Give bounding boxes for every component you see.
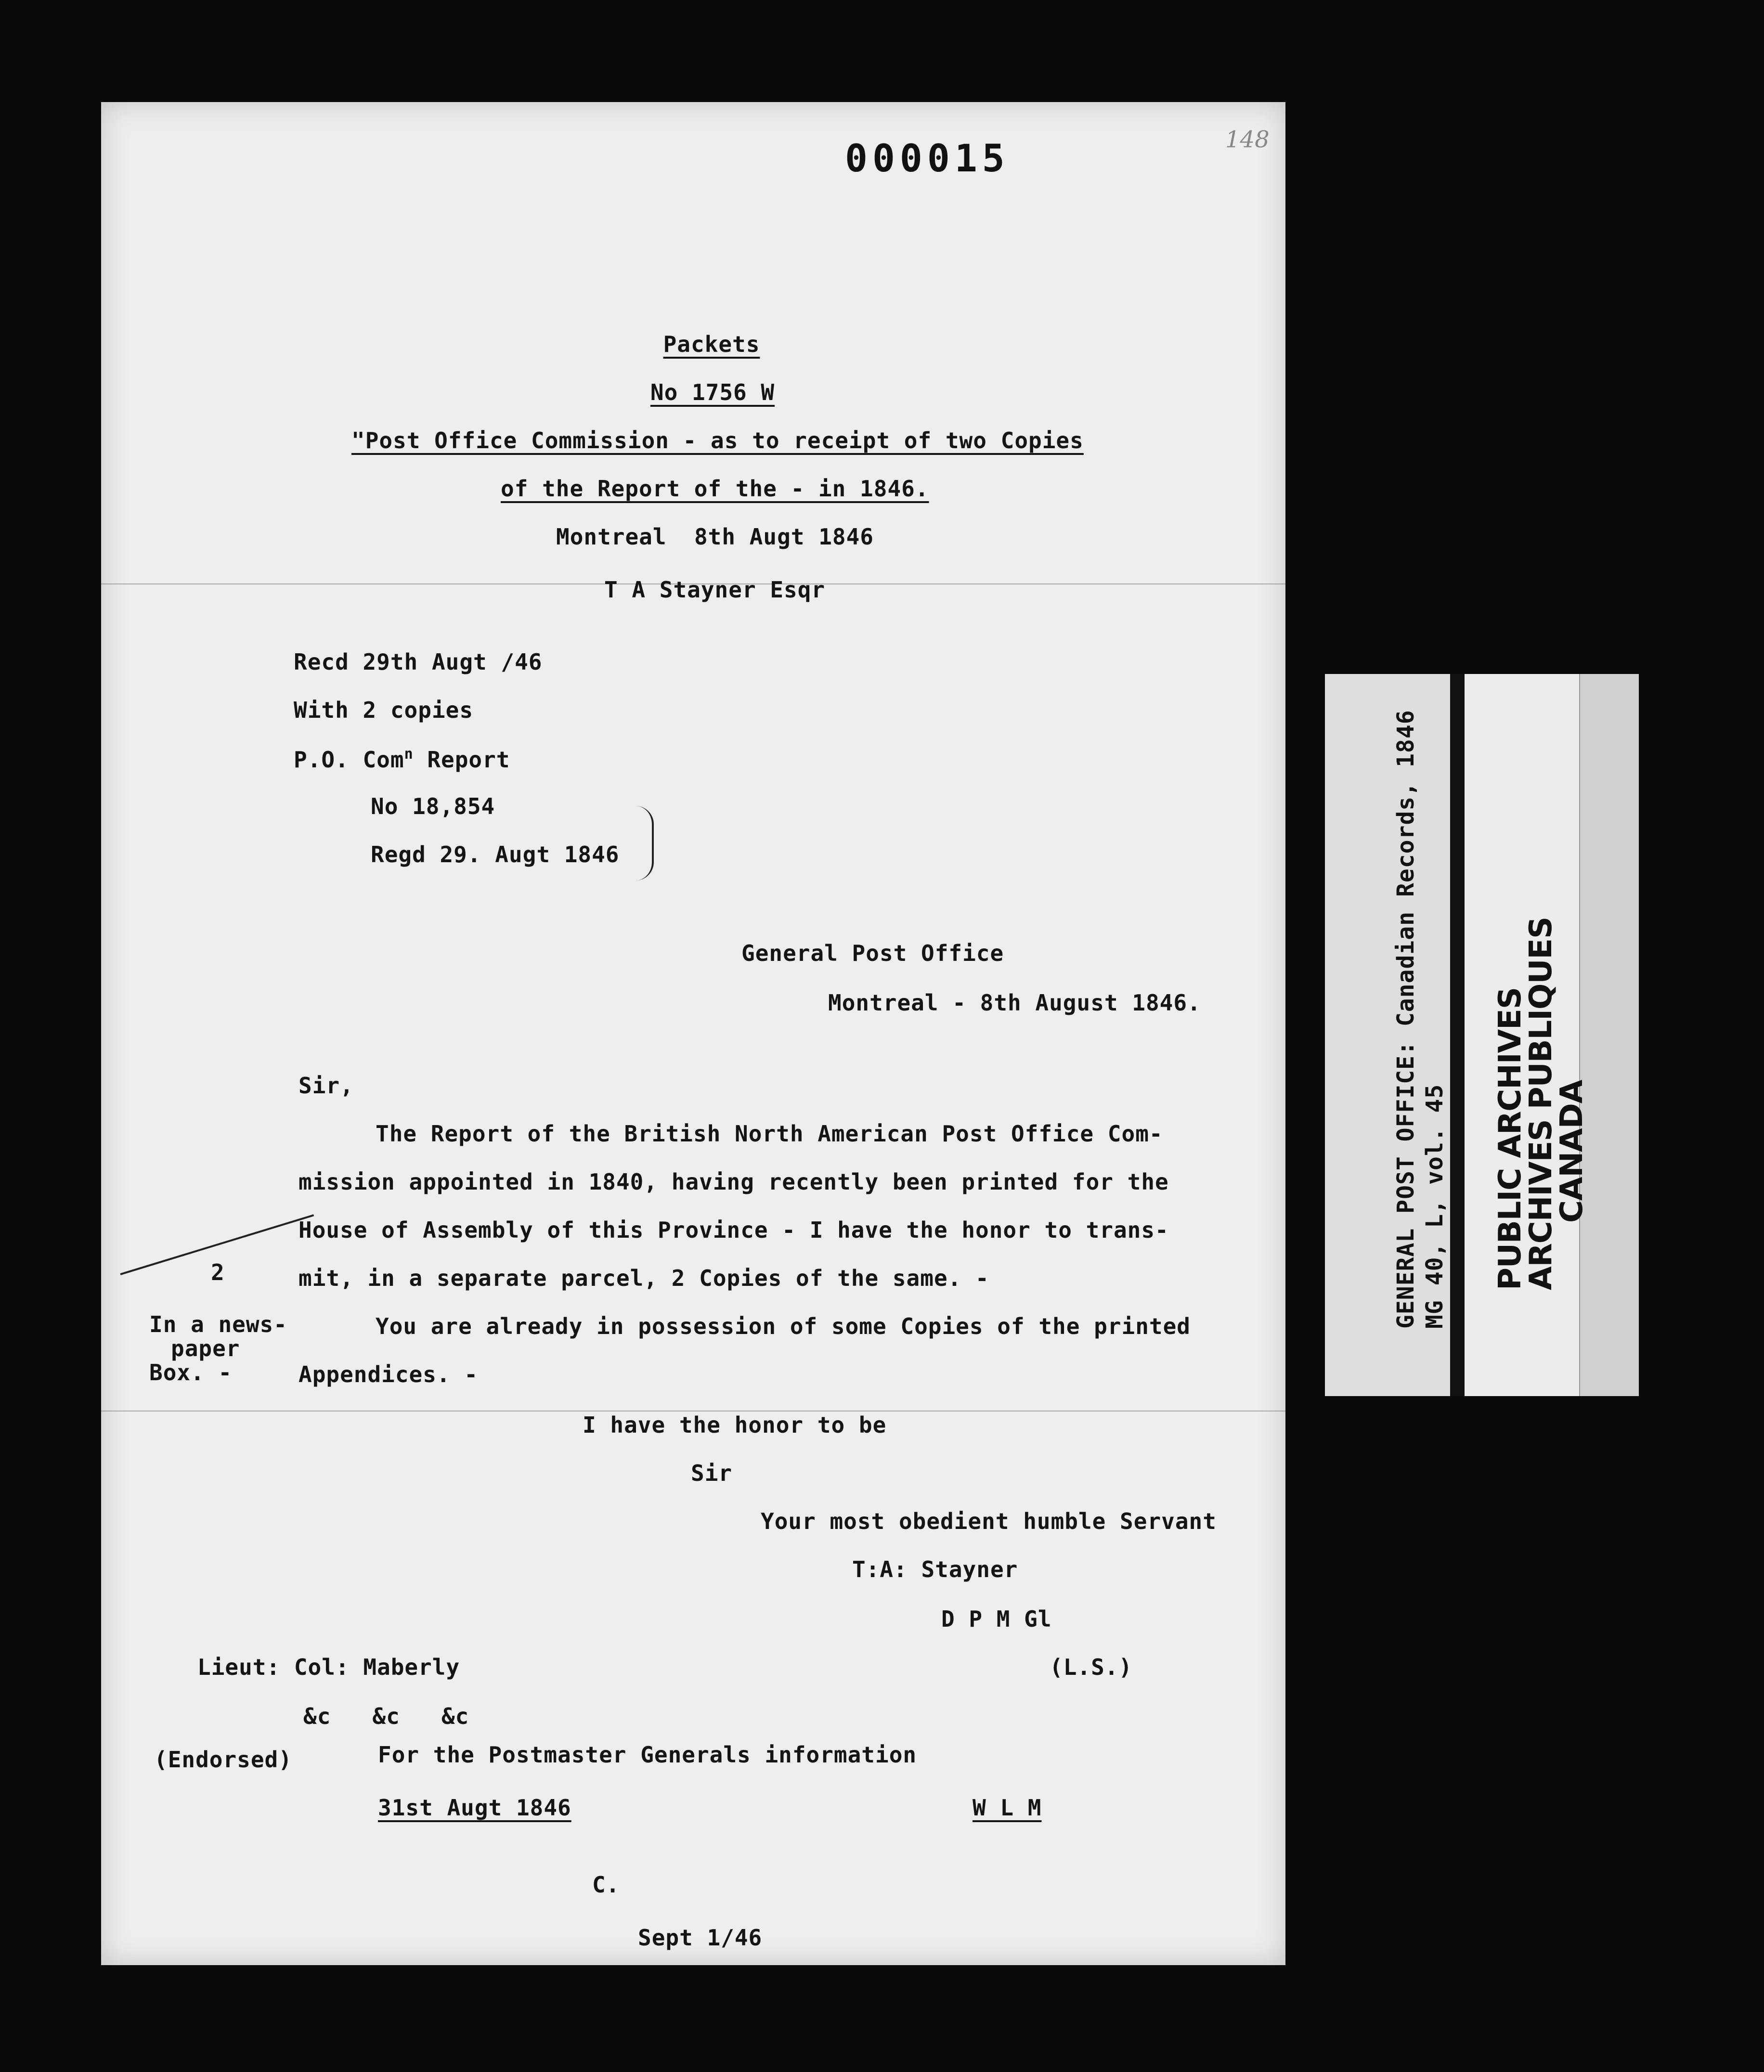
- receipt-line-3-superscript: n: [404, 746, 414, 763]
- body-line-4: mit, in a separate parcel, 2 Copies of the same. -: [298, 1265, 989, 1291]
- title-line-1: "Post Office Commission - as to receipt of two Copies: [351, 427, 1084, 453]
- label-band-edge: [1579, 674, 1639, 1396]
- closing-line-1: I have the honor to be: [583, 1412, 887, 1438]
- addressee-line-1: Lieut: Col: Maberly: [197, 1654, 460, 1680]
- header-place-date: Montreal 8th Augt 1846: [556, 524, 874, 550]
- closing-line-3: Your most obedient humble Servant: [761, 1508, 1217, 1534]
- receipt-line-3: [294, 747, 510, 771]
- label-record-line-1: GENERAL POST OFFICE: Canadian Records, 1846: [1392, 710, 1419, 1329]
- body-line-6: Appendices. -: [298, 1361, 479, 1387]
- endorsement-text: For the Postmaster Generals information: [378, 1742, 917, 1768]
- label-archives-line-2: ARCHIVES PUBLIQUES: [1523, 917, 1559, 1290]
- archive-label: [1325, 674, 1638, 1396]
- endorsement-initials: W L M: [973, 1795, 1042, 1821]
- page-fold-line: [101, 1411, 1285, 1412]
- letter-office: General Post Office: [741, 940, 1004, 966]
- label-record-line-2: MG 40, L, vol. 45: [1421, 1084, 1448, 1329]
- endorsement-date: 31st Augt 1846: [378, 1795, 571, 1821]
- document-number: No 1756 W: [650, 379, 775, 405]
- endorsement-date-2: Sept 1/46: [638, 1925, 763, 1951]
- archive-stamp-number: 000015: [845, 137, 1010, 181]
- body-line-1: The Report of the British North American Post Office Com-: [376, 1121, 1163, 1147]
- margin-note-line-2: paper: [171, 1335, 240, 1361]
- body-line-3: House of Assembly of this Province - I have the honor to trans-: [298, 1217, 1169, 1243]
- receipt-line-1: Recd 29th Augt /46: [294, 649, 543, 675]
- endorsement-mark: C.: [592, 1872, 620, 1898]
- label-archives-line-1: PUBLIC ARCHIVES: [1492, 987, 1528, 1290]
- closing-line-2: Sir: [691, 1460, 733, 1486]
- margin-note-line-1: In a news-: [149, 1311, 287, 1337]
- title-line-2: of the Report of the - in 1846.: [501, 476, 929, 502]
- salutation: Sir,: [298, 1073, 354, 1099]
- margin-note-line-3: Box. -: [149, 1360, 233, 1386]
- pencil-folio-number: 148: [1225, 126, 1270, 153]
- endorsed-label: (Endorsed): [154, 1747, 292, 1773]
- receipt-line-3-suffix: Report: [413, 747, 510, 773]
- signer-title: D P M Gl: [941, 1606, 1052, 1632]
- body-line-2: mission appointed in 1840, having recently been printed for the: [298, 1169, 1169, 1195]
- receipt-line-3-prefix: P.O. Com: [294, 747, 404, 773]
- label-archives-line-3: CANADA: [1554, 1080, 1590, 1223]
- receipt-line-5: Regd 29. Augt 1846: [371, 842, 620, 868]
- addressee-line-2: &c &c &c: [303, 1703, 469, 1729]
- margin-note-number: 2: [211, 1259, 225, 1285]
- body-line-5: You are already in possession of some Copies of the printed: [376, 1313, 1191, 1339]
- header-from: T A Stayner Esqr: [604, 577, 826, 603]
- receipt-line-4: No 18,854: [371, 793, 495, 819]
- label-band-gap: [1450, 674, 1465, 1396]
- receipt-line-2: With 2 copies: [294, 697, 474, 723]
- subject-heading: Packets: [663, 331, 760, 357]
- letter-place-date: Montreal - 8th August 1846.: [828, 990, 1201, 1016]
- receipt-bracket: [636, 806, 654, 881]
- document-page: [101, 102, 1285, 1965]
- signature: T:A: Stayner: [852, 1556, 1018, 1582]
- seal-mark: (L.S.): [1050, 1654, 1133, 1680]
